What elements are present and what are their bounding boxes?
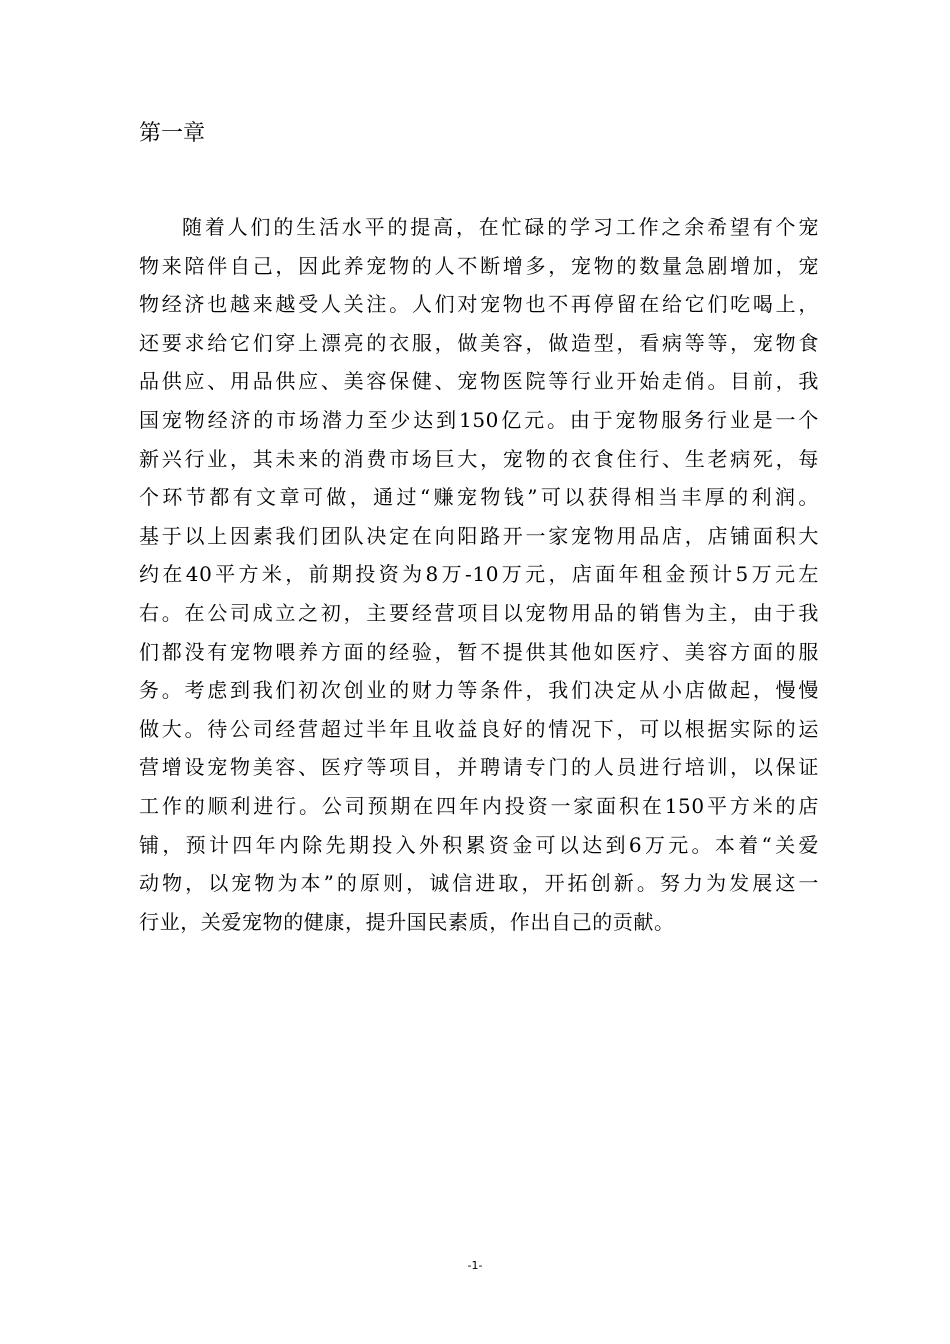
paragraph-line: 动物，以宠物为本”的原则，诚信进取，开拓创新。努力为发展这一 <box>139 871 819 896</box>
paragraph-line: 行业，关爱宠物的健康，提升国民素质，作出自己的贡献。 <box>139 909 675 934</box>
paragraph-line: 右。在公司成立之初，主要经营项目以宠物用品的销售为主，由于我 <box>139 600 819 625</box>
paragraph-line: 们都没有宠物喂养方面的经验，暂不提供其他如医疗、美容方面的服 <box>139 639 819 664</box>
body-paragraph <box>139 208 819 941</box>
paragraph-line: 还要求给它们穿上漂亮的衣服，做美容，做造型，看病等等，宠物食 <box>139 330 819 355</box>
paragraph-line: 品供应、用品供应、美容保健、宠物医院等行业开始走俏。目前，我 <box>139 369 819 394</box>
paragraph-line: 做大。待公司经营超过半年且收益良好的情况下，可以根据实际的运 <box>139 716 819 741</box>
paragraph-line: 营增设宠物美容、医疗等项目，并聘请专门的人员进行培训，以保证 <box>139 755 819 780</box>
paragraph-line: 新兴行业，其未来的消费市场巨大，宠物的衣食住行、生老病死，每 <box>139 446 819 471</box>
paragraph-line: 基于以上因素我们团队决定在向阳路开一家宠物用品店，店铺面积大 <box>139 523 819 548</box>
paragraph-line: 工作的顺利进行。公司预期在四年内投资一家面积在150平方米的店 <box>139 793 819 818</box>
paragraph-line: 物经济也越来越受人关注。人们对宠物也不再停留在给它们吃喝上， <box>139 292 819 317</box>
paragraph-line: 国宠物经济的市场潜力至少达到150亿元。由于宠物服务行业是一个 <box>139 407 819 432</box>
chapter-title: 第一章 <box>139 121 206 146</box>
paragraph-line: 务。考虑到我们初次创业的财力等条件，我们决定从小店做起，慢慢 <box>139 678 819 703</box>
paragraph-line: 约在40平方米，前期投资为8万-10万元，店面年租金预计5万元左 <box>139 562 819 587</box>
paragraph-line: 随着人们的生活水平的提高，在忙碌的学习工作之余希望有个宠 <box>182 215 819 239</box>
page-number: -1- <box>467 1259 483 1272</box>
paragraph-line: 物来陪伴自己，因此养宠物的人不断增多，宠物的数量急剧增加，宠 <box>139 253 819 278</box>
paragraph-line: 铺，预计四年内除先期投入外积累资金可以达到6万元。本着“关爱 <box>139 832 819 857</box>
paragraph-line: 个环节都有文章可做，通过“赚宠物钱”可以获得相当丰厚的利润。 <box>139 485 819 510</box>
